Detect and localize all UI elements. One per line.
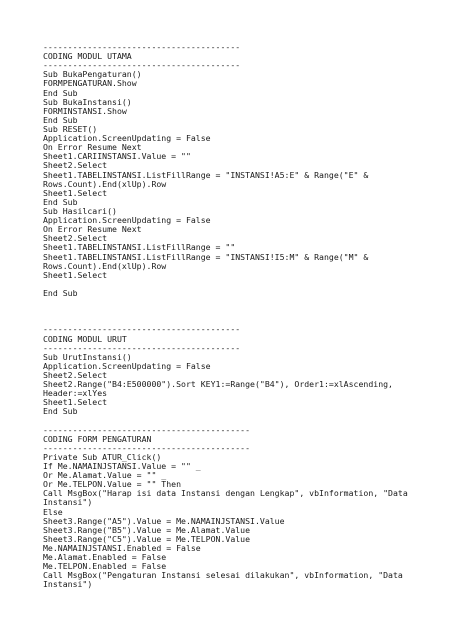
- code-line: ----------------------------------------: [43, 324, 241, 335]
- code-line: Or Me.TELPON.Value = "" Then: [43, 479, 182, 490]
- code-line: Me.Alamat.Enabled = False: [43, 552, 167, 563]
- code-line: CODING MODUL URUT: [43, 333, 127, 344]
- code-line: ----------------------------------------: [43, 60, 241, 71]
- code-line: Or Me.Alamat.Value = "" _: [43, 470, 167, 481]
- code-line: Sheet1.CARIINSTANSI.Value = "": [43, 151, 191, 162]
- code-line: Me.NAMAINJSTANSI.Enabled = False: [43, 543, 201, 554]
- code-line: Sub Hasilcari(): [43, 205, 117, 216]
- code-line: If Me.NAMAINJSTANSI.Value = "" _: [43, 461, 201, 472]
- code-line: [43, 298, 443, 307]
- code-line: Sheet1.Select: [43, 269, 108, 280]
- code-line: Sub RESET(): [43, 123, 98, 134]
- code-line: Me.TELPON.Enabled = False: [43, 561, 167, 572]
- code-line: CODING MODUL UTAMA: [43, 51, 132, 62]
- code-line: Sheet1.TABELINSTANSI.ListFillRange = "INSTANSI!I5:M" & Range("M" &: [43, 251, 369, 262]
- code-line: Application.ScreenUpdating = False: [43, 360, 211, 371]
- code-line: Instansi"): [43, 579, 93, 590]
- code-line: Sheet1.Select: [43, 187, 108, 198]
- code-line: End Sub: [43, 114, 78, 125]
- code-line: Instansi"): [43, 497, 93, 508]
- code-line: Call MsgBox("Harap isi data Instansi dengan Lengkap", vbInformation, "Data: [43, 488, 408, 499]
- code-line: Rows.Count).End(xlUp).Row: [43, 260, 167, 271]
- code-line: Sheet2.Select: [43, 369, 108, 380]
- code-listing: [43, 43, 443, 590]
- code-line: Sheet2.Select: [43, 160, 108, 171]
- code-line: ----------------------------------------: [43, 42, 241, 52]
- code-line: Private Sub ATUR_Click(): [43, 451, 162, 462]
- code-line: Sub UrutInstansi(): [43, 351, 132, 362]
- code-line: Sheet3.Range("A5").Value = Me.NAMAINJSTANSI.Value: [43, 515, 285, 526]
- code-line: ------------------------------------------: [43, 442, 251, 453]
- code-line: Else: [43, 506, 63, 517]
- code-line: Sheet1.TABELINSTANSI.ListFillRange = "": [43, 242, 236, 253]
- code-line: CODING FORM PENGATURAN: [43, 433, 152, 444]
- code-line: End Sub: [43, 287, 78, 298]
- code-line: Sheet1.TABELINSTANSI.ListFillRange = "INSTANSI!A5:E" & Range("E" &: [43, 169, 369, 180]
- code-line: Sheet1.Select: [43, 397, 108, 408]
- code-line: Sheet3.Range("C5").Value = Me.TELPON.Value: [43, 533, 251, 544]
- code-line: Header:=xlYes: [43, 388, 108, 399]
- code-line: Rows.Count).End(xlUp).Row: [43, 178, 167, 189]
- code-line: [43, 307, 443, 316]
- code-line: Call MsgBox("Pengaturan Instansi selesai dilakukan", vbInformation, "Data: [43, 570, 403, 581]
- code-line: Sub BukaPengaturan(): [43, 69, 142, 80]
- code-line: Sheet2.Range("B4:E500000").Sort KEY1:=Range("B4"), Order1:=xlAscending,: [43, 379, 393, 390]
- code-line: Sub BukaInstansi(): [43, 96, 132, 107]
- code-line: Sheet3.Range("B5").Value = Me.Alamat.Value: [43, 524, 251, 535]
- code-line: ------------------------------------------: [43, 424, 251, 435]
- code-line: Sheet2.Select: [43, 233, 108, 244]
- code-line: On Error Resume Next: [43, 224, 142, 235]
- code-line: On Error Resume Next: [43, 142, 142, 153]
- code-line: ----------------------------------------: [43, 342, 241, 353]
- code-line: FORMINSTANSI.Show: [43, 105, 127, 116]
- code-line: End Sub: [43, 406, 78, 417]
- code-line: Application.ScreenUpdating = False: [43, 133, 211, 144]
- code-line: End Sub: [43, 87, 78, 98]
- code-line: FORMPENGATURAN.Show: [43, 78, 137, 89]
- code-line: End Sub: [43, 196, 78, 207]
- code-line: [43, 280, 443, 289]
- code-line: Application.ScreenUpdating = False: [43, 215, 211, 226]
